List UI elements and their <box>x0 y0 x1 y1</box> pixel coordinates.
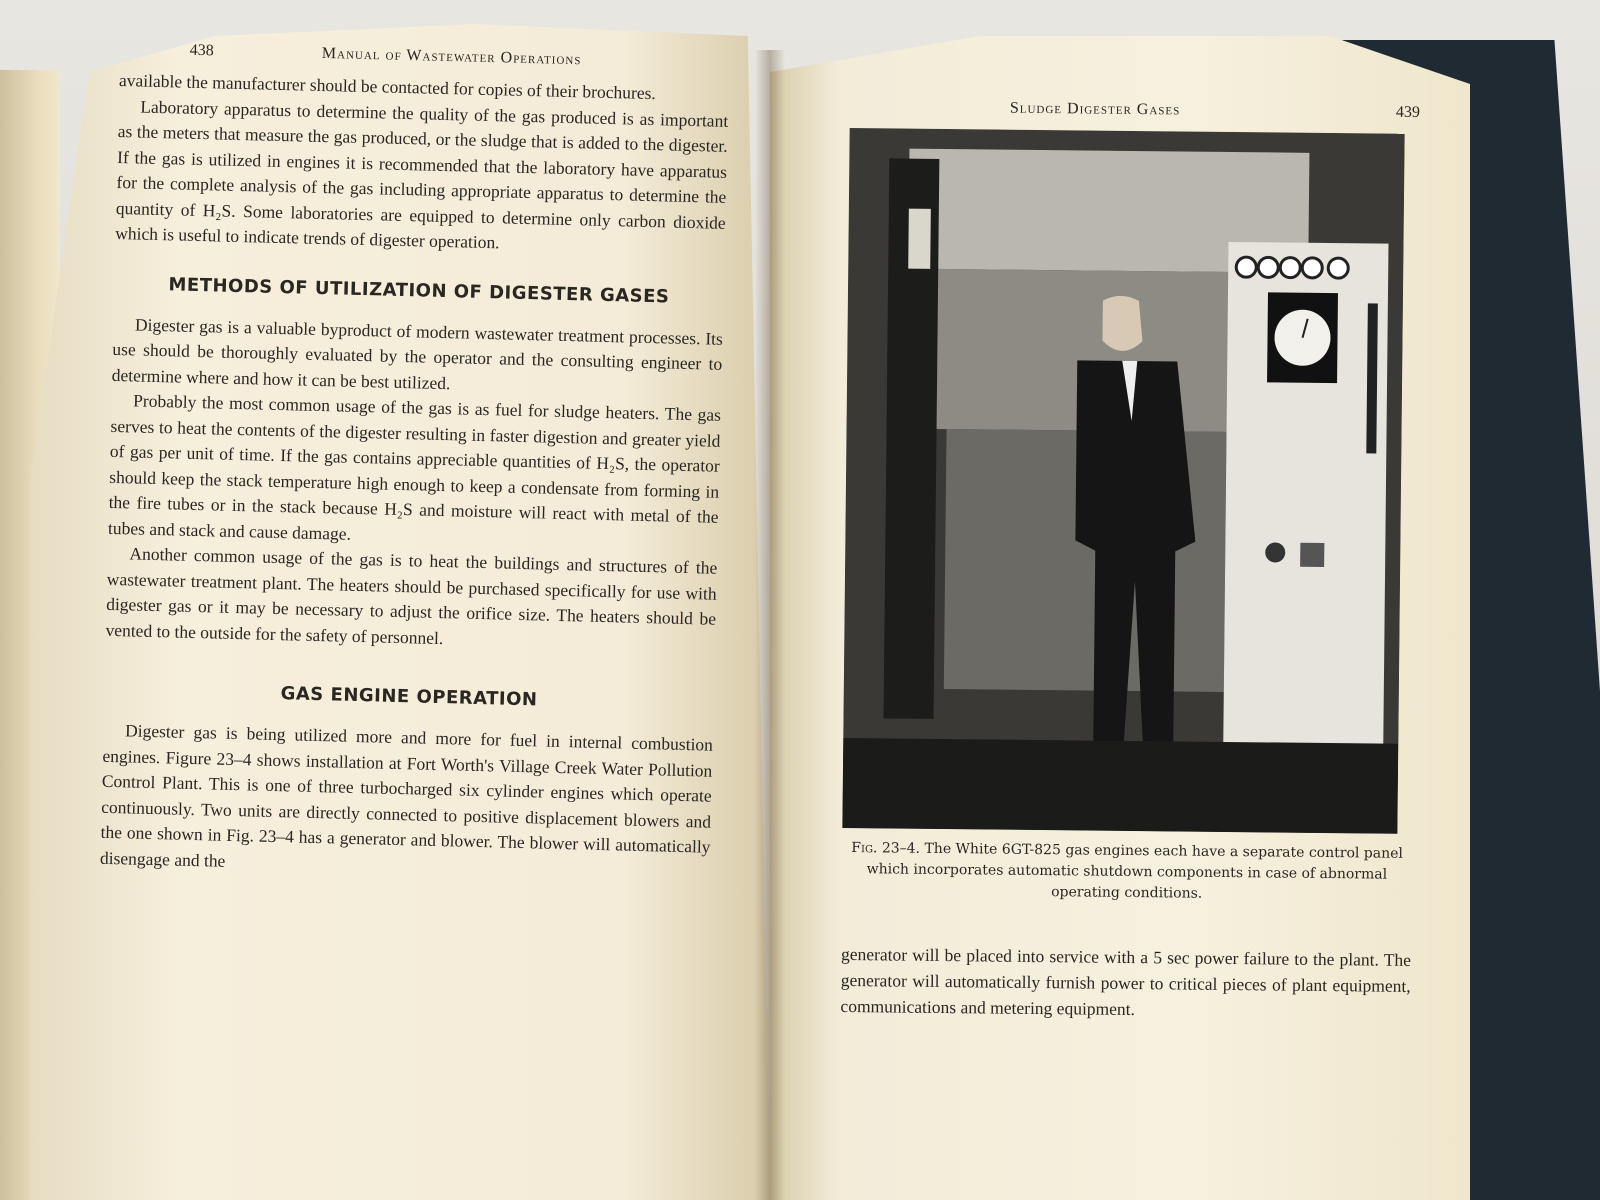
running-head-left: Manual of Wastewater Operations <box>321 44 582 69</box>
paragraph: generator will be placed into service with a 5 sec power failure to the plant. The generator will automatically furnish power to critical pieces of plant equipment, communications and metering equipment. <box>840 943 1412 1020</box>
paragraph: Probably the most common usage of the gas is as fuel for sludge heaters. The gas serves to heat the contents of the digester resulting in faster digestion and greater yield of gas per unit of time. If the gas contains appreciable quantities of H₂S, the operator should keep the stack temperature high enough to keep a condensate from forming in the fire tubes or in the stack because H₂S and moisture will react with metal of the tubes and stack and cause damage. <box>107 390 722 544</box>
paragraph: Digester gas is being utilized more and more for fuel in internal combustion engines. Figure 23–4 shows installation at Fort Worth's Village Creek Water Pollution Control Plant. This is one of three turbocharged six cylinder engines which operate continuously. Two units are directly connected to positive displacement blowers and the one shown in Fig. 23–4 has a generator and blower. The blower will automatically disengage and the <box>99 720 714 871</box>
caption-label: Fig. 23–4. <box>851 840 921 857</box>
caption-text: The White 6GT-825 gas engines each have a separate control panel which incorporates automatic shutdown components in case of abnormal operating conditions. <box>866 840 1404 902</box>
left-page-content <box>100 40 730 886</box>
right-page-content <box>840 98 1420 1042</box>
man-head <box>1102 296 1143 351</box>
paragraph: Laboratory apparatus to determine the quality of the gas produced is as important as the meters that measure the gas produced, or the sludge that is added to the digester. If the gas is utilized in engines it is recommended that the laboratory have apparatus for the complete analysis of the gas including appropriate apparatus to determine the quantity of H₂S. Some laboratories are equipped to determine only carbon dioxide which is useful to indicate trends of digester operation. <box>115 96 729 253</box>
engine-room-photo <box>842 128 1404 834</box>
book-gutter <box>755 50 785 1200</box>
running-head-right: Sludge Digester Gases <box>1009 99 1181 119</box>
paragraph: available the manufacturer should be contacted for copies of their brochures. <box>118 69 657 104</box>
paragraph: Another common usage of the gas is to heat the buildings and structures of the wastewater treatment plant. The heaters should be purchased specifically for use with digester gas or it may be necessary to adjust the orifice size. The heaters should be vented to the outside for the safety of personnel. <box>105 543 718 648</box>
section-heading: GAS ENGINE OPERATION <box>280 683 538 711</box>
page-number-left: 438 <box>189 41 214 60</box>
section-heading: METHODS OF UTILIZATION OF DIGESTER GASES <box>168 273 670 307</box>
figure-photo <box>842 128 1404 834</box>
paragraph: Digester gas is a valuable byproduct of modern wastewater treatment processes. Its use should be thoroughly evaluated by the operator and the consulting engineer to determine where and how it can be best utilized. <box>111 313 724 393</box>
page-number-right: 439 <box>1395 103 1420 121</box>
figure-caption <box>848 838 1407 907</box>
